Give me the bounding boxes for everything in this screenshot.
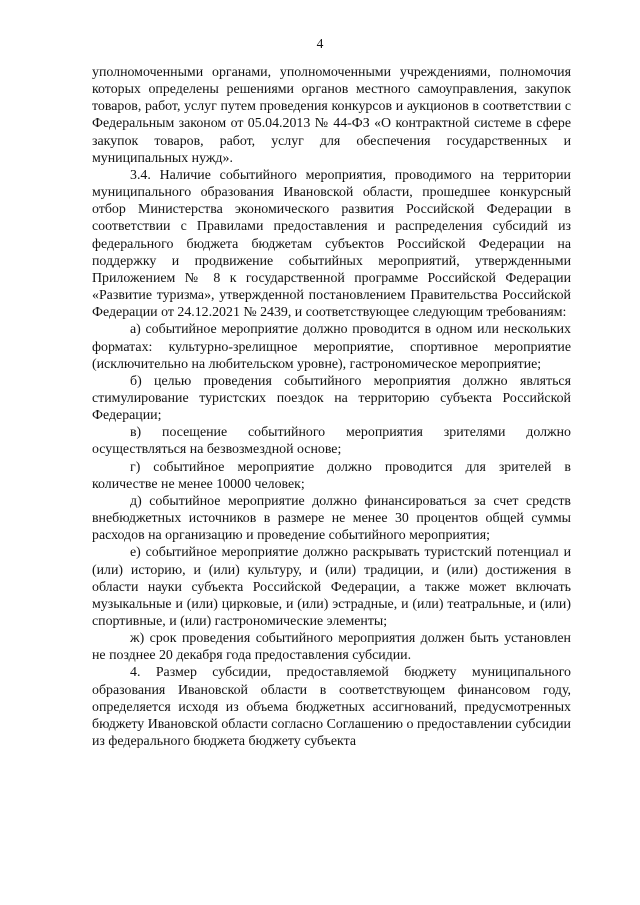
requirement-v: в) посещение событийного мероприятия зрителями должно осуществляться на безвозмездной основе; — [92, 425, 571, 458]
paragraph-continuation: уполномоченными органами, уполномоченными учреждениями, полномочия которых определены решениями органов местного самоуправления, закупок товаров, работ, услуг путем проведения конкурсов и аукционов в соответствии с Федеральным законом от 05.04.2013 № 44-ФЗ «О контрактной системе в сфере закупок товаров, работ, услуг для обеспечения государственных и муниципальных нужд». — [92, 65, 571, 166]
page-number: 4 — [316, 36, 324, 51]
document-body — [92, 64, 571, 750]
paragraph-4: 4. Размер субсидии, предоставляемой бюджету муниципального образования Ивановской области в соответствующем финансовом году, определяется исходя из объема бюджетных ассигнований, предусмотренных бюджету Ивановской области согласно Соглашению о предоставлении субсидии из федерального бюджета бюджету субъекта — [92, 665, 571, 750]
requirement-a: а) событийное мероприятие должно проводится в одном или нескольких форматах: культурно-зрелищное мероприятие, спортивное мероприятие (исключительно на любительском уровне), гастрономическое мероприятие; — [92, 322, 571, 372]
requirement-d: д) событийное мероприятие должно финансироваться за счет средств внебюджетных источников в размере не менее 30 процентов общей суммы расходов на организацию и проведение событийного мероприятия; — [92, 493, 571, 544]
requirement-zh: ж) срок проведения событийного мероприятия должен быть установлен не позднее 20 декабря года предоставления субсидии. — [92, 631, 571, 664]
requirement-g: г) событийное мероприятие должно проводится для зрителей в количестве не менее 10000 человек; — [92, 459, 571, 492]
requirement-e: е) событийное мероприятие должно раскрывать туристский потенциал и (или) историю, и (или) культуру, и (или) традиции, и (или) достижения в области науки субъекта Российской Федерации, а также может включать музыкальные и (или) цирковые, и (или) эстрадные, и (или) театральные, и (или) спортивные, и (или) гастрономические элементы; — [92, 545, 571, 629]
paragraph-3-4: 3.4. Наличие событийного мероприятия, проводимого на территории муниципального образования Ивановской области, прошедшее конкурсный отбор Министерства экономического развития Российской Федерации в соответствии с Правилами предоставления и распределения субсидий из федерального бюджета бюджетам субъектов Российской Федерации на поддержку и продвижение событийных мероприятий, утвержденными Приложением № 8 к государственной программе Российской Федерации «Развитие туризма», утвержденной постановлением Правительства Российской Федерации от 24.12.2021 № 2439, и соответствующее следующим требованиям: — [92, 167, 571, 321]
requirement-b: б) целью проведения событийного мероприятия должно являться стимулирование туристских поездок на территорию субъекта Российской Федерации; — [92, 373, 571, 424]
